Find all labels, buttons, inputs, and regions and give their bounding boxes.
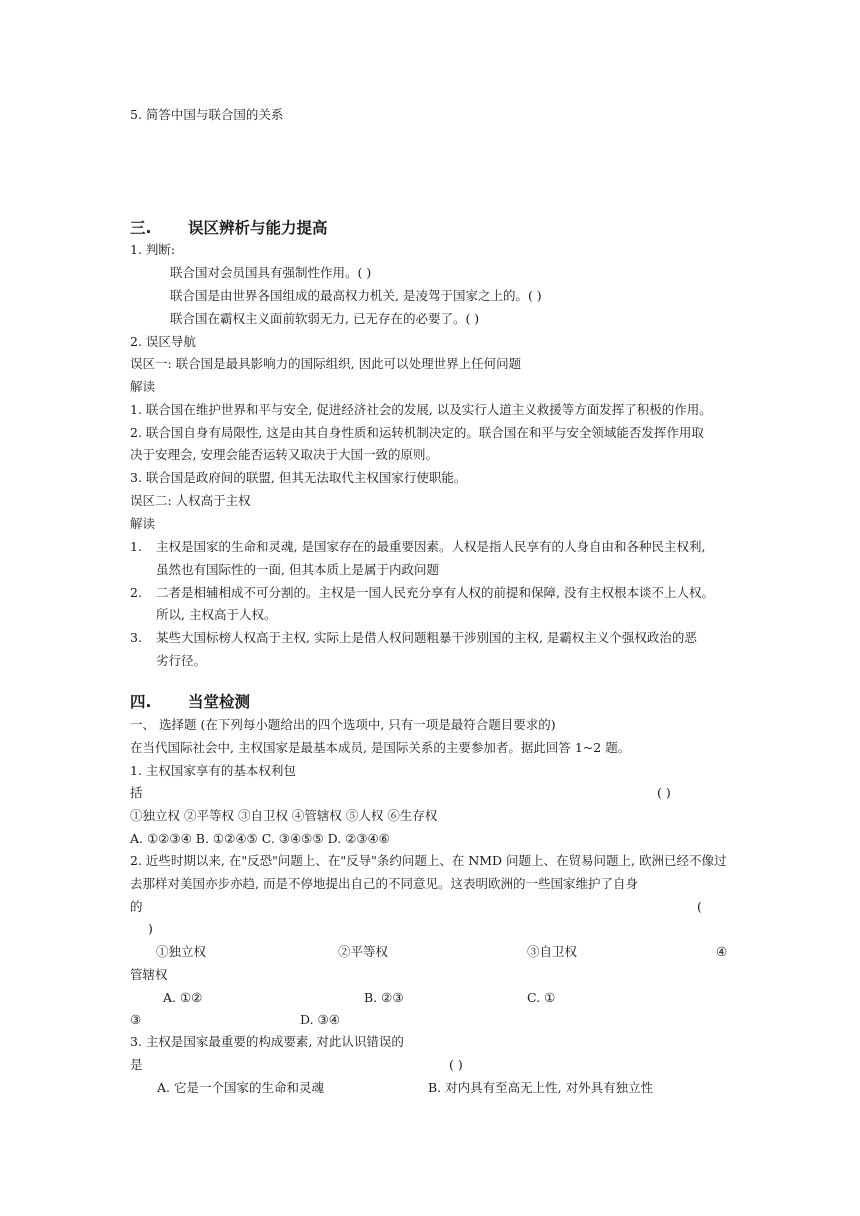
myth-2-point-3: 某些大国标榜人权高于主权, 实际上是借人权问题粗暴干涉别国的主权, 是霸权主义个强权政治的恶 — [156, 630, 697, 645]
section-3-number: 三. — [130, 219, 152, 237]
intro-text: 在当代国际社会中, 主权国家是最基本成员, 是国际关系的主要参加者。据此回答 1~2 题。 — [130, 740, 631, 755]
myth-1-point-3: 3. 联合国是政府间的联盟, 但其无法取代主权国家行使职能。 — [130, 470, 467, 485]
judge-item-3: 联合国在霸权主义面前软弱无力, 已无存在的必要了。( ) — [170, 311, 480, 326]
question-2-item-1: ①独立权 — [156, 944, 207, 959]
question-2-option-b: B. ②③ — [364, 990, 404, 1005]
myth-2-point-2-cont: 所以, 主权高于人权。 — [156, 607, 277, 622]
question-3-cont: 是 — [130, 1057, 143, 1072]
myth-1: 误区一: 联合国是最具影响力的国际组织, 因此可以处理世界上任何问题 — [130, 356, 522, 371]
myth-2-point-3-number: 3. — [130, 630, 142, 645]
myth-2-point-3-cont: 劣行径。 — [156, 653, 207, 668]
question-2-option-c: C. ① — [527, 990, 556, 1005]
judge-item-2: 联合国是由世界各国组成的最高权力机关, 是凌驾于国家之上的。( ) — [170, 288, 542, 303]
question-2-cont: 去那样对美国亦步亦趋, 而是不停地提出自己的不同意见。这表明欧洲的一些国家维护了自身 — [130, 876, 638, 891]
guide-label: 2. 误区导航 — [130, 334, 196, 349]
section-4-heading — [130, 692, 250, 712]
question-1-answer-blank: ( ) — [657, 785, 671, 800]
question-1-items: ①独立权 ②平等权 ③自卫权 ④管辖权 ⑤人权 ⑥生存权 — [130, 808, 438, 823]
myth-2: 误区二: 人权高于主权 — [130, 493, 251, 508]
section-3-heading — [130, 218, 328, 238]
myth-2-point-1: 主权是国家的生命和灵魂, 是国家存在的最重要因素。人权是指人民享有的人身自由和各种民主权利, — [156, 539, 706, 554]
section-3-title: 误区辨析与能力提高 — [188, 219, 328, 237]
question-3: 3. 主权是国家最重要的构成要素, 对此认识错误的 — [130, 1034, 404, 1049]
myth-2-point-2: 二者是相辅相成不可分割的。主权是一国人民充分享有人权的前提和保障, 没有主权根本谈不上人权。 — [156, 585, 714, 600]
question-1-cont: 括 — [130, 785, 143, 800]
question-2-option-a: A. ①② — [163, 990, 203, 1005]
judge-label: 1. 判断: — [130, 242, 176, 257]
read-label-1: 解读 — [130, 379, 156, 394]
myth-2-point-2-number: 2. — [130, 585, 142, 600]
myth-1-point-2: 2. 联合国自身有局限性, 这是由其自身性质和运转机制决定的。联合国在和平与安全领域能否发挥作用取 — [130, 425, 704, 440]
myth-1-point-2-cont: 决于安理会, 安理会能否运转又取决于大国一致的原则。 — [130, 447, 438, 462]
part-1-heading: 一、 选择题 (在下列每小题给出的四个选项中, 只有一项是最符合题目要求的) — [130, 717, 556, 732]
question-2-paren-close: ) — [148, 921, 153, 936]
question-2-item-2: ②平等权 — [338, 944, 389, 959]
question-2-item-3: ③自卫权 — [527, 944, 578, 959]
question-1-options: A. ①②③④ B. ①②④⑤ C. ③④⑤⑤ D. ②③④⑥ — [130, 831, 390, 846]
question-1: 1. 主权国家享有的基本权利包 — [130, 763, 296, 778]
myth-1-point-1: 1. 联合国在维护世界和平与安全, 促进经济社会的发展, 以及实行人道主义救援等方面发挥了积极的作用。 — [130, 402, 712, 417]
question-2: 2. 近些时期以来, 在"反恐"问题上、在"反导"条约问题上、在 NMD 问题上、在贸易问题上, 欧洲已经不像过 — [130, 853, 727, 868]
myth-2-point-1-cont: 虽然也有国际性的一面, 但其本质上是属于内政问题 — [156, 562, 439, 577]
question-2-option-d: D. ③④ — [300, 1012, 340, 1027]
question-2-option-c-cont: ③ — [130, 1012, 142, 1027]
question-5: 5. 简答中国与联合国的关系 — [130, 107, 284, 122]
question-2-item-4: ④ — [716, 944, 728, 959]
judge-item-1: 联合国对会员国具有强制性作用。( ) — [170, 265, 372, 280]
myth-2-point-1-number: 1. — [130, 539, 142, 554]
question-3-option-b: B. 对内具有至高无上性, 对外具有独立性 — [428, 1080, 654, 1095]
question-3-option-a: A. 它是一个国家的生命和灵魂 — [157, 1080, 324, 1095]
read-label-2: 解读 — [130, 516, 156, 531]
question-2-item-4-cont: 管辖权 — [130, 967, 168, 982]
section-4-number: 四. — [130, 693, 152, 711]
question-2-paren-open: ( — [697, 899, 702, 914]
question-3-answer-blank: ( ) — [449, 1057, 463, 1072]
question-2-cont-2: 的 — [130, 899, 143, 914]
section-4-title: 当堂检测 — [188, 693, 251, 711]
